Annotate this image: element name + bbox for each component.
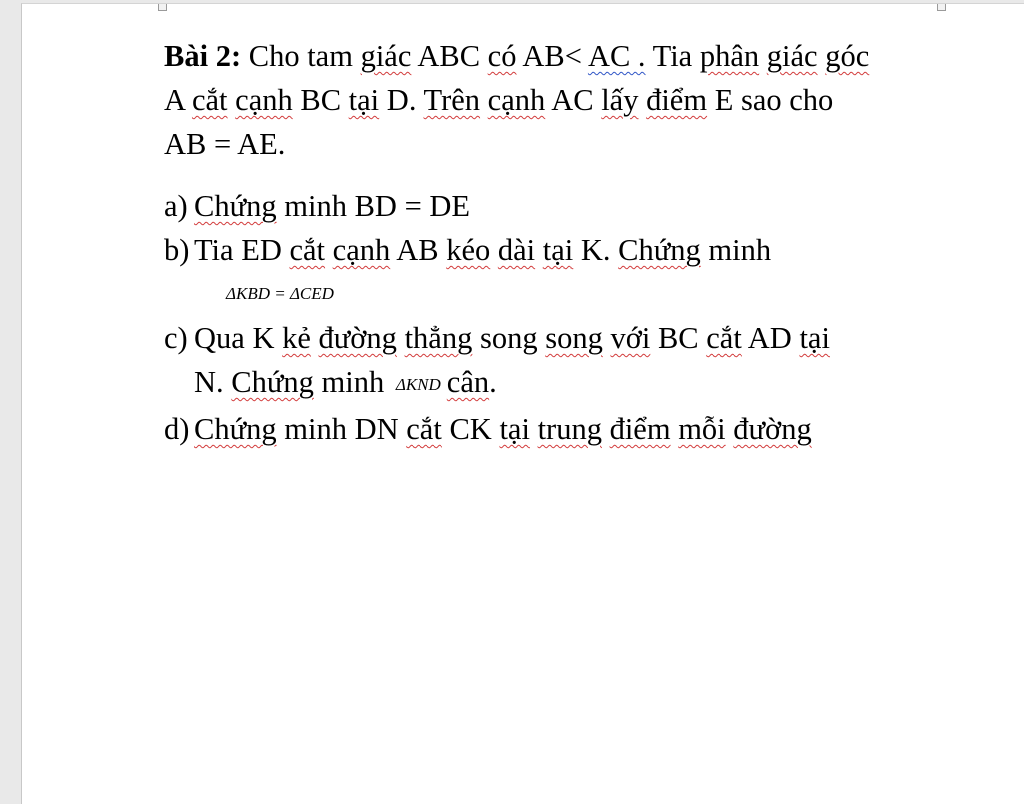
text-run: Chứng [231,365,314,399]
item-body [194,407,954,451]
text-run: cạnh [332,233,391,267]
text-run: AB< [516,39,588,73]
document-page [21,3,1024,804]
text-run [530,412,538,446]
item-label: d) [164,412,190,446]
text-run: AC . [587,39,646,73]
item-label: c) [164,321,188,355]
text-run: N. [194,365,232,399]
intro-line-1 [164,34,954,78]
text-run: Tia ED [194,233,290,267]
text-run: phân [699,39,760,73]
text-run: có [487,39,517,73]
text-run: Qua K [194,321,283,355]
text-run: D. [379,83,424,117]
text-run: Trên [423,83,481,117]
text-run: AC [545,83,602,117]
text-run: E sao cho [707,83,834,117]
item-body [194,184,954,228]
formula-kbd-ced: ΔKBD = ΔCED [226,284,334,303]
sub-questions [164,184,954,451]
text-run: cắt [191,83,228,117]
text-run [759,39,767,73]
text-run [311,321,319,355]
problem-text [164,34,954,451]
text-run: ABC [411,39,488,73]
text-run: minh [700,233,772,267]
intro-line-3: AB = AE. [164,127,286,161]
text-run: Chứng [618,233,701,267]
text-run: đường [318,321,397,355]
text-run [397,321,405,355]
item-d [164,407,954,451]
item-b [164,228,954,272]
text-run: cạnh [487,83,546,117]
text-run: tại [542,233,574,267]
text-run: song [545,321,603,355]
text-run [535,233,543,267]
text-run: A [164,83,192,117]
text-run: K. [573,233,619,267]
formula-knd: ΔKND [395,375,441,394]
text-run: minh BD = DE [276,189,471,223]
text-run [638,83,646,117]
item-body [194,316,954,407]
text-run [325,233,333,267]
text-run: cắt [289,233,326,267]
text-run: kẻ [282,321,311,355]
text-run: AD [741,321,800,355]
text-run: cắt [706,321,742,355]
text-run: cân [446,365,490,399]
text-run: tại [499,412,530,446]
text-run: Chứng [194,189,277,223]
text-run [480,83,488,117]
text-run [228,83,236,117]
text-run: cạnh [235,83,293,117]
text-run: Tia [645,39,700,73]
item-label: a) [164,189,188,223]
text-run: góc [825,39,870,73]
text-run: điểm [646,83,708,117]
text-run: tại [799,321,830,355]
text-run: kéo [446,233,491,267]
text-run: đường [733,412,812,446]
text-run: tại [348,83,380,117]
text-run: trung [537,412,602,446]
text-run: dài [497,233,536,267]
text-run: Cho tam [248,39,361,73]
text-run: lấy [601,83,639,117]
item-c [164,316,954,407]
text-run: Chứng [194,412,277,446]
intro-line-2 [164,78,954,122]
text-run: . [489,365,497,399]
text-run: BC [292,83,349,117]
left-margin-marker[interactable] [158,4,167,11]
text-run [602,412,610,446]
item-label: b) [164,233,190,267]
text-run: mỗi [678,412,726,446]
text-run: CK [441,412,500,446]
text-run: BC [650,321,707,355]
text-run: cắt [406,412,442,446]
text-run: minh DN [276,412,407,446]
text-run: điểm [609,412,671,446]
text-run: song [472,321,546,355]
right-margin-marker[interactable] [937,4,946,11]
item-a [164,184,954,228]
text-run: với [610,321,651,355]
text-run: giác [766,39,818,73]
problem-title: Bài 2: [164,39,242,73]
text-run: minh [313,365,392,399]
text-run: giác [360,39,412,73]
text-run: thẳng [404,321,473,355]
text-run: AB [390,233,447,267]
item-body [194,228,954,272]
text-run [490,233,498,267]
